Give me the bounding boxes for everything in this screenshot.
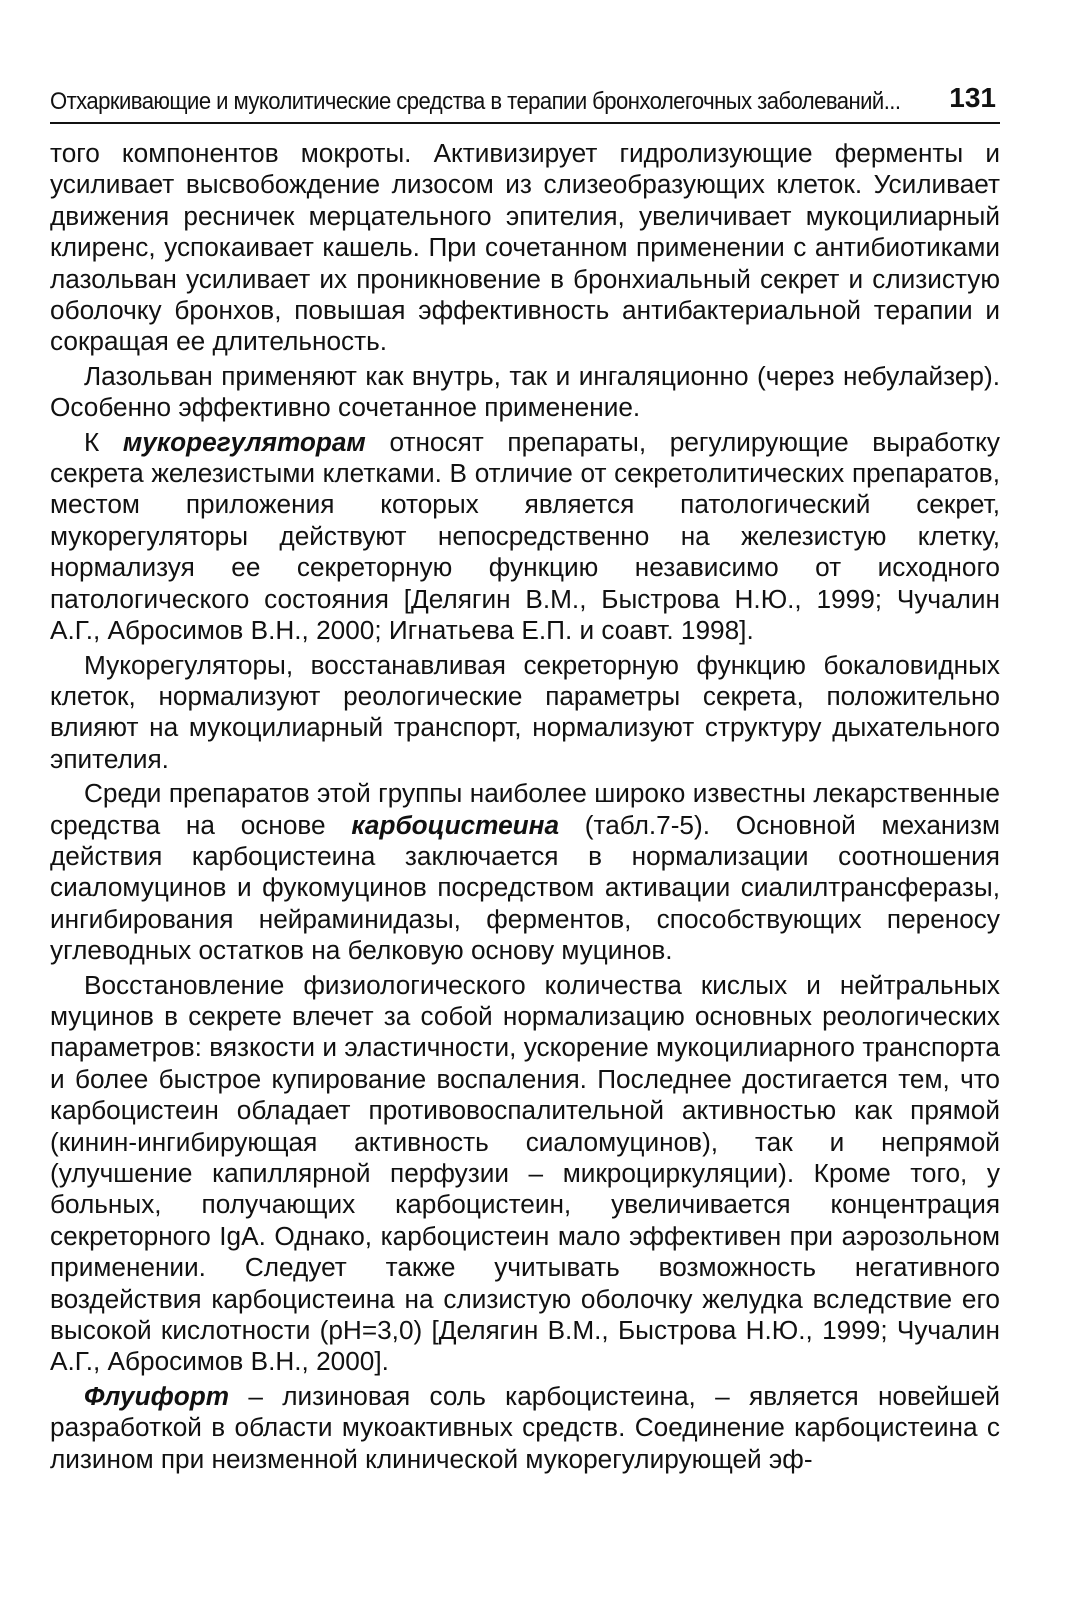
- paragraph-mucoregulators-effects: [50, 650, 1000, 776]
- paragraph-text: Восстановление физиологического количества кислых и нейтральных муцинов в секрете влечет за собой нормализацию основных реологических параметров: вязкости и эластичности, ускорение мукоцилиарного транспорта и более быстрое купирование воспаления. Последнее достигается тем, что карбоцистеин обладает противовоспалительной активностью как прямой (кинин-ингибирующая активность сиаломуцинов), так и непрямой (улучшение капиллярной перфузии – микроциркуляции). Кроме того, у больных, получающих карбоцистеин, увеличивается концентрация секреторного IgA. Однако, карбоцистеин мало эффективен при аэрозольном применении. Следует также учитывать возможность негативного воздействия карбоцистеина на слизистую оболочку желудка вследствие его высокой кислотности (pH=3,0) [Делягин В.М., Быстрова Н.Ю., 1999; Чучалин А.Г., Абросимов В.Н., 2000].: [50, 969, 1000, 1377]
- paragraph-text-lead: Среди препаратов этой группы наиболее широко известны лекарственные средства на основе: [50, 778, 1000, 840]
- paragraph-text: Мукорегуляторы, восстанавливая секреторную функцию бокаловидных клеток, нормализуют реологические параметры секрета, положительно влияют на мукоцилиарный транспорт, нормализуют структуру дыхательного эпителия.: [50, 649, 1000, 774]
- term-carbocisteine: карбоцистеина: [351, 809, 560, 840]
- paragraph-text: того компонентов мокроты. Активизирует гидролизующие ферменты и усиливает высвобождение лизосом из слизеобразующих клеток. Усиливает движения ресничек мерцательного эпителия, увеличивает мукоцилиарный клиренс, успокаивает кашель. При сочетанном применении с антибиотиками лазольван усиливает их проникновение в бронхиальный секрет и слизистую оболочку бронхов, повышая эффективность антибактериальной терапии и сокращая ее длительность.: [50, 138, 1000, 357]
- paragraph-text: (табл.7-5). Основной механизм действия карбоцистеина заключается в нормализации соотношения сиаломуцинов и фукомуцинов посредством активации сиалилтрансферазы, ингибирования нейраминидазы, ферментов, способствующих переносу углеводных остатков на белковую основу муцинов.: [50, 809, 1000, 966]
- running-header: [50, 70, 1000, 124]
- body-text: [50, 138, 1000, 1475]
- paragraph-text: Лазольван применяют как внутрь, так и ингаляционно (через небулайзер). Особенно эффективно сочетанное применение.: [50, 360, 1000, 423]
- running-title: Отхаркивающие и муколитические средства в терапии бронхолегочных заболеваний...: [50, 88, 901, 115]
- paragraph-carbocisteine: [50, 778, 1000, 966]
- paragraph-text: относят препараты, регулирующие выработку секрета железистыми клетками. В отличие от секретолитических препаратов, местом приложения которых является патологический секрет, мукорегуляторы действуют непосредственно на железистую клетку, нормализуя ее секреторную функцию независимо от исходного патологического состояния [Делягин В.М., Быстрова Н.Ю., 1999; Чучалин А.Г., Абросимов В.Н., 2000; Игнатьева Е.П. и соавт. 1998].: [50, 426, 1000, 646]
- term-fluifort: Флуифорт: [84, 1380, 230, 1411]
- paragraph-lazolvan-usage: [50, 361, 1000, 424]
- paragraph-text: – лизиновая соль карбоцистеина, – является новейшей разработкой в области мукоактивных средств. Соединение карбоцистеина с лизином при неизменной клинической мукорегулирующей эф-: [50, 1380, 1000, 1474]
- book-page: [50, 70, 1000, 1478]
- paragraph-mucoregulators-definition: [50, 427, 1000, 647]
- paragraph-lazolvan-effects: [50, 138, 1000, 358]
- page-number: 131: [949, 82, 996, 113]
- term-mucoregulators: мукорегуляторам: [122, 426, 366, 457]
- paragraph-mucins-restoration: [50, 970, 1000, 1378]
- paragraph-fluifort: [50, 1381, 1000, 1475]
- paragraph-text-lead: К: [84, 426, 123, 457]
